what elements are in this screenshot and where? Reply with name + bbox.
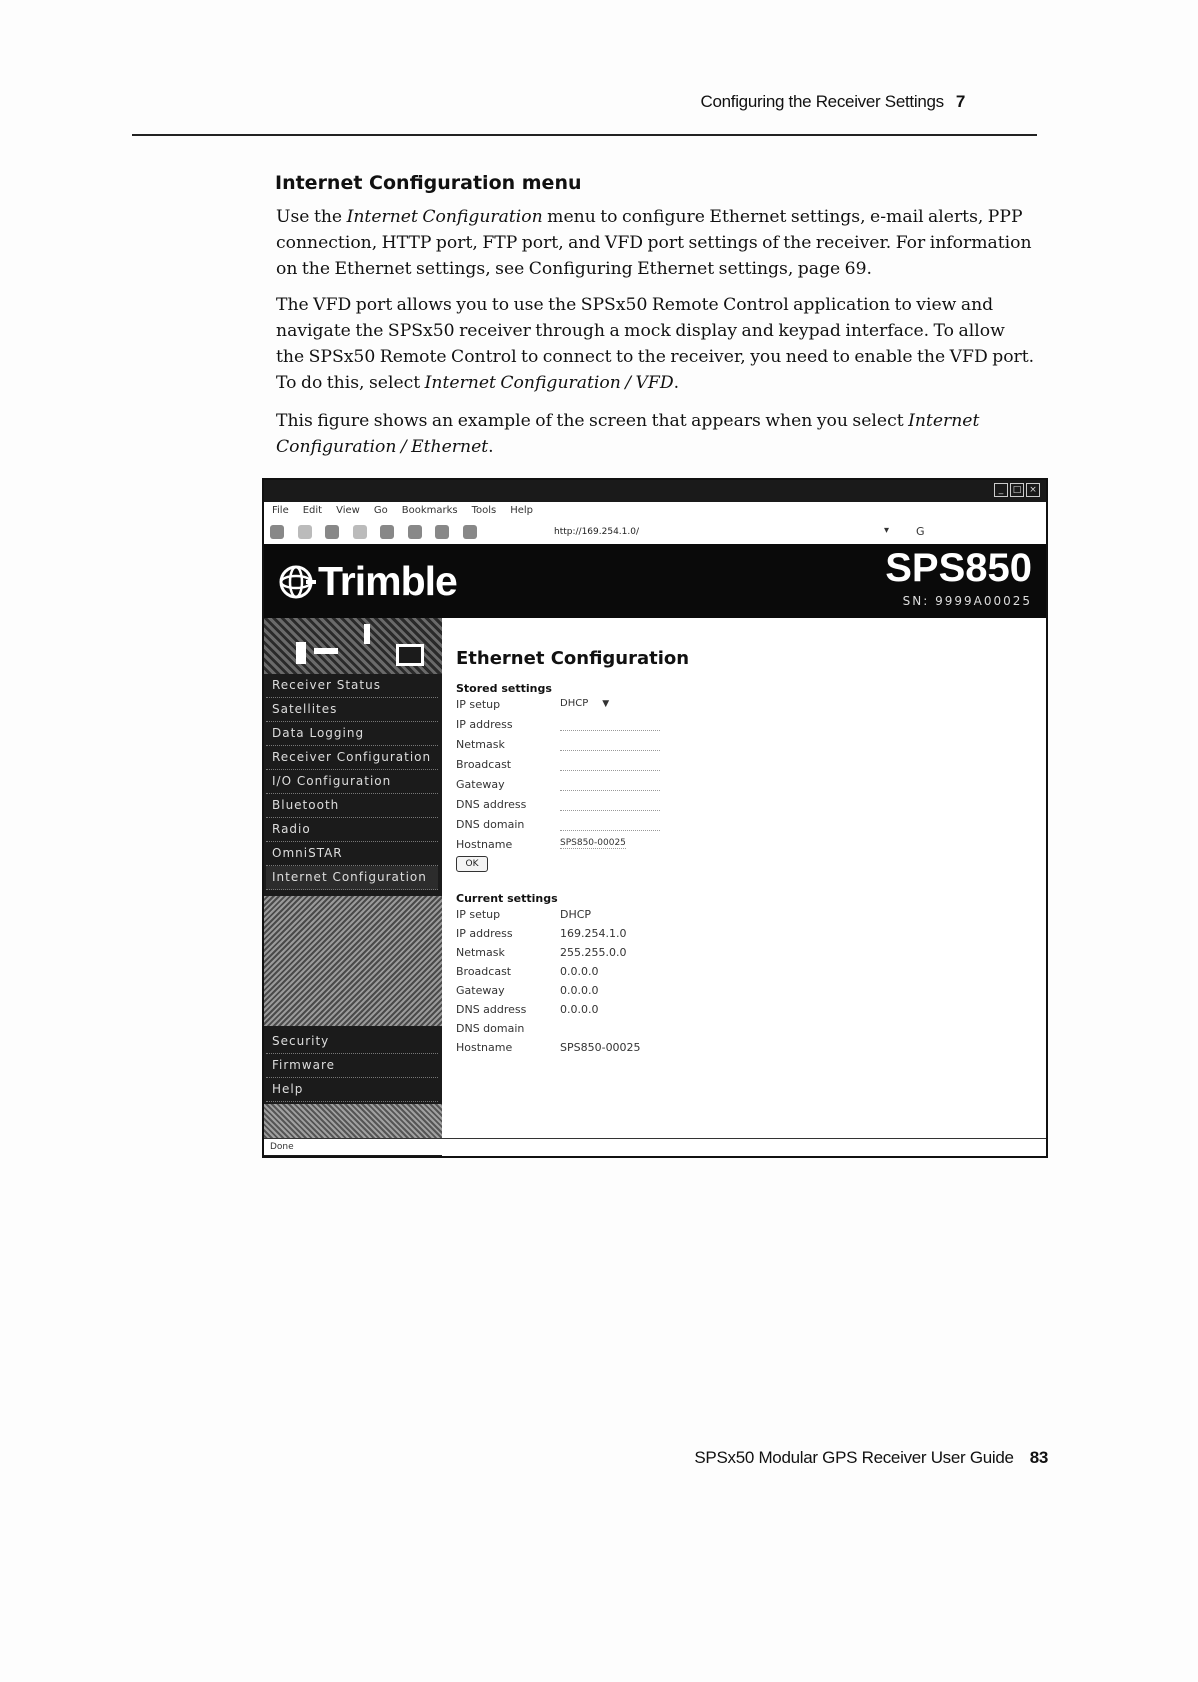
trimble-logo: Trimble (318, 558, 457, 604)
browser-status-bar (264, 1138, 1046, 1155)
current-setting-row: Netmask 255.255.0.0 (456, 946, 627, 959)
sidebar-submenu-area (264, 896, 442, 1026)
minimize-button[interactable]: _ (994, 483, 1008, 497)
stored-ip-setup-row: IP setup DHCP ▼ (456, 698, 610, 711)
current-setting-row: Hostname SPS850-00025 (456, 1041, 641, 1054)
netmask-input[interactable] (560, 750, 660, 751)
current-settings-heading: Current settings (456, 892, 558, 905)
sidebar-footer-graphic (264, 1104, 442, 1140)
ethernet-configuration-panel (442, 618, 1046, 1138)
stop-icon[interactable] (353, 525, 367, 539)
stored-gateway-row: Gateway (456, 778, 1016, 797)
stored-hostname-row: Hostname SPS850-00025 (456, 838, 626, 851)
receiver-antenna-icon (364, 624, 370, 644)
running-header (700, 92, 965, 112)
back-icon[interactable] (270, 525, 284, 539)
receiver-web-screenshot (262, 478, 1048, 1158)
page-number: 83 (1029, 1448, 1048, 1467)
trimble-banner (264, 544, 1046, 618)
window-buttons (992, 483, 1040, 497)
page-title: Ethernet Configuration (456, 648, 690, 669)
go-button[interactable]: G (916, 525, 925, 538)
menu-tools[interactable]: Tools (471, 505, 497, 516)
bookmarks-icon[interactable] (435, 525, 449, 539)
sidebar-item-omnistar[interactable]: OmniSTAR (266, 842, 438, 866)
sidebar-item-io-configuration[interactable]: I/O Configuration (266, 770, 438, 794)
address-field[interactable]: http://169.254.1.0/ (554, 527, 639, 537)
receiver-model: SPS850 (885, 546, 1032, 590)
current-setting-row: IP setup DHCP (456, 908, 592, 921)
sidebar-item-satellites[interactable]: Satellites (266, 698, 438, 722)
maximize-button[interactable]: □ (1010, 483, 1024, 497)
sidebar-item-internet-configuration[interactable]: Internet Configuration (266, 866, 438, 890)
menu-file[interactable]: File (272, 505, 289, 516)
sidebar (264, 618, 442, 1156)
sidebar-item-receiver-configuration[interactable]: Receiver Configuration (266, 746, 438, 770)
stored-ip-address-row: IP address (456, 718, 1016, 737)
page-footer (694, 1448, 1048, 1468)
print-icon[interactable] (463, 525, 477, 539)
status-text: Done (270, 1142, 294, 1152)
current-setting-row: IP address 169.254.1.0 (456, 927, 627, 940)
chapter-title: Configuring the Receiver Settings (700, 92, 944, 111)
menu-edit[interactable]: Edit (302, 505, 323, 516)
section-title: Internet Configuration menu (275, 172, 582, 194)
close-button[interactable]: × (1026, 483, 1040, 497)
current-setting-row: DNS address 0.0.0.0 (456, 1003, 599, 1016)
trimble-globe-icon (276, 562, 316, 602)
paragraph-2: The VFD port allows you to use the SPSx50 Remote Control application to view and navigate the SPSx50 receiver through a mock display and keypad interface. To allow the SPSx50 Remote Control to connect to the receiver, you need to enable the VFD port. To do this, select Internet Configuration / VFD. (276, 295, 1035, 393)
sidebar-item-firmware[interactable]: Firmware (266, 1054, 438, 1078)
chevron-down-icon[interactable]: ▾ (884, 525, 890, 536)
sidebar-item-help[interactable]: Help (266, 1078, 438, 1102)
current-setting-row: Broadcast 0.0.0.0 (456, 965, 599, 978)
forward-icon[interactable] (298, 525, 312, 539)
browser-toolbar (264, 520, 1046, 545)
home-icon[interactable] (380, 525, 394, 539)
sidebar-item-security[interactable]: Security (266, 1030, 438, 1054)
paragraph-1: Use the Internet Configuration menu to configure Ethernet settings, e-mail alerts, PPP connection, HTTP port, FTP port, and VFD port settings of the receiver. For information on the Ethernet settings, see Configuring Ethernet settings, page 69. (276, 207, 1032, 279)
current-setting-row: DNS domain (456, 1022, 525, 1035)
stored-netmask-row: Netmask (456, 738, 1016, 757)
receiver-keypad-icon (396, 644, 424, 666)
broadcast-input[interactable] (560, 770, 660, 771)
menu-go[interactable]: Go (373, 505, 388, 516)
header-rule (132, 134, 1037, 136)
menu-help[interactable]: Help (510, 505, 534, 516)
dns-address-input[interactable] (560, 810, 660, 811)
history-icon[interactable] (408, 525, 422, 539)
ip-setup-select[interactable]: DHCP ▼ (560, 698, 610, 709)
stored-broadcast-row: Broadcast (456, 758, 1016, 777)
guide-title: SPSx50 Modular GPS Receiver User Guide (694, 1448, 1014, 1467)
stored-settings-heading: Stored settings (456, 682, 552, 695)
hostname-input[interactable]: SPS850-00025 (560, 838, 626, 848)
sidebar-item-radio[interactable]: Radio (266, 818, 438, 842)
current-setting-row: Gateway 0.0.0.0 (456, 984, 599, 997)
menu-view[interactable]: View (336, 505, 360, 516)
sidebar-graphic (264, 618, 442, 674)
reload-icon[interactable] (325, 525, 339, 539)
receiver-serial: SN: 9999A00025 (902, 594, 1032, 608)
menu-bookmarks[interactable]: Bookmarks (401, 505, 458, 516)
dns-domain-input[interactable] (560, 830, 660, 831)
sidebar-item-data-logging[interactable]: Data Logging (266, 722, 438, 746)
sidebar-item-bluetooth[interactable]: Bluetooth (266, 794, 438, 818)
ip-address-input[interactable] (560, 730, 660, 731)
sidebar-item-receiver-status[interactable]: Receiver Status (266, 674, 438, 698)
receiver-front-icon (296, 642, 306, 664)
gateway-input[interactable] (560, 790, 660, 791)
receiver-display-icon (314, 648, 338, 654)
chevron-down-icon: ▼ (602, 699, 610, 709)
browser-menubar (264, 502, 1046, 520)
chapter-number: 7 (955, 92, 965, 111)
stored-dns-address-row: DNS address (456, 798, 1016, 817)
ok-button[interactable]: OK (456, 856, 488, 872)
paragraph-3: This figure shows an example of the screen that appears when you select Internet Configuration / Ethernet. (276, 411, 980, 457)
stored-dns-domain-row: DNS domain (456, 818, 1016, 837)
browser-titlebar (264, 480, 1046, 502)
